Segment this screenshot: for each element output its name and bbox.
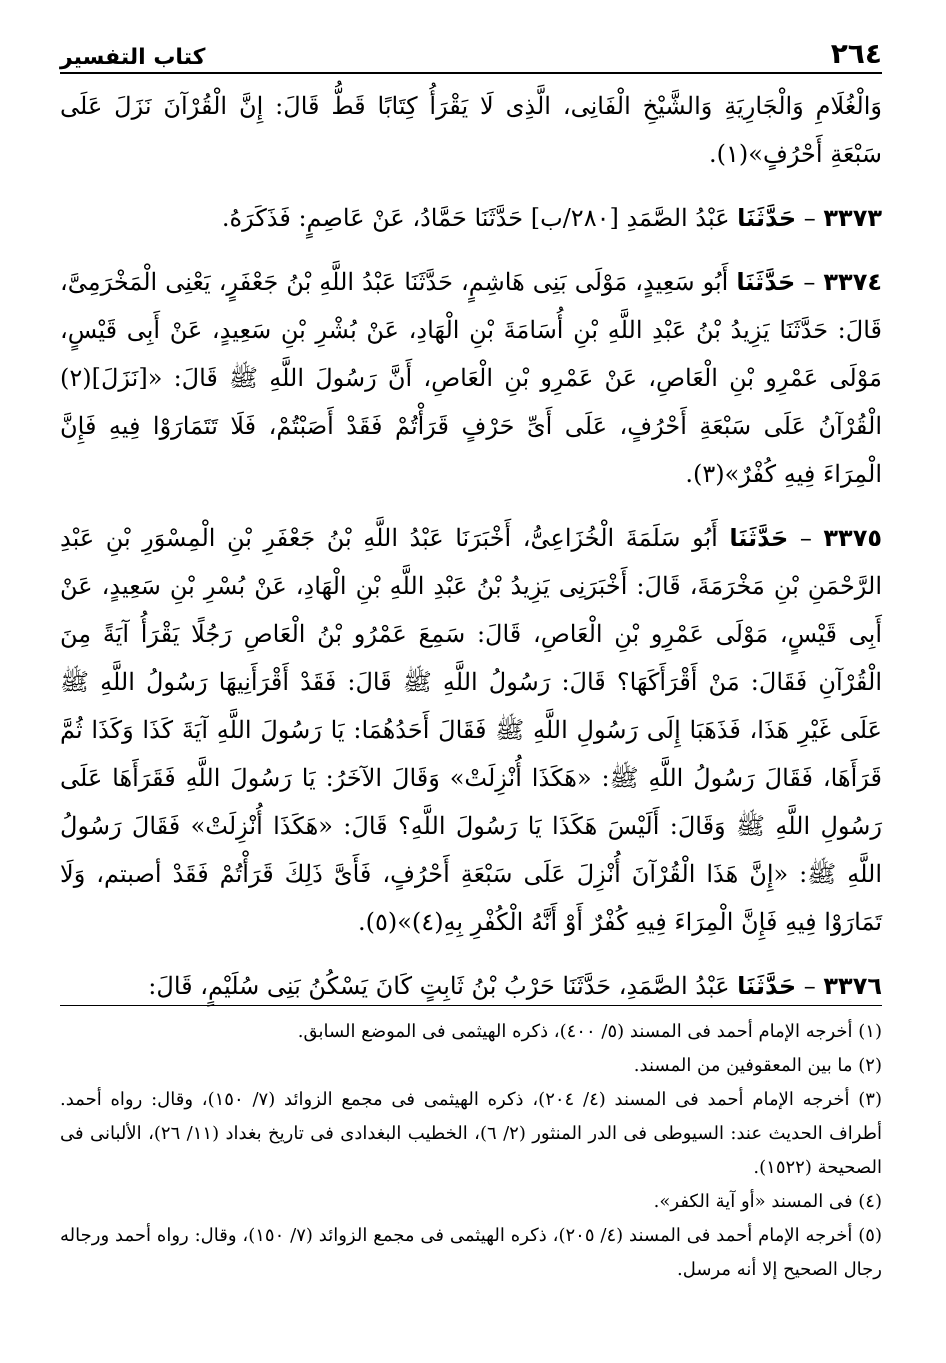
hadith-3374: ٣٣٧٤ – حَدَّثَنَا أَبُو سَعِيدٍ، مَوْلَى بَنِى هَاشِمٍ، حَدَّثَنَا عَبْدُ اللَّهِ بْنُ جَعْفَرٍ، يَعْنِى الْمَخْرَمِىَّ، قَالَ: حَدَّثَنَا يَزِيدُ بْنُ عَبْدِ اللَّهِ بْنِ أُسَامَةَ بْنِ الْهَادِ، عَنْ بُشْرِ بْنِ سَعِيدٍ، عَنْ أَبِى قَيْسٍ، مَوْلَى عَمْرِو بْنِ الْعَاصِ، عَنْ عَمْرِو بْنِ الْعَاصِ، أَنَّ رَسُولَ اللَّهِ ﷺ قَالَ: «[نَزَلَ](٢) الْقُرْآنُ عَلَى سَبْعَةِ أَحْرُفٍ، عَلَى أَىِّ حَرْفٍ قَرَأْتُمْ فَقَدْ أَصَبْتُمْ، فَلَا تَتَمَارَوْا فِيهِ فَإِنَّ الْمِرَاءَ فِيهِ كُفْرٌ»(٣). — [60, 268, 883, 488]
narration-verb: حَدَّثَنَا — [737, 972, 797, 1000]
footnote-3: (٣) أخرجه الإمام أحمد فى المسند (٤/ ٢٠٤)، ذكره الهيثمى فى مجمع الزوائد (٧/ ١٥٠)، وقال: رواه أحمد. أطراف الحديث عند: السيوطى فى الدر المنثور (٢/ ٦)، الخطيب البغدادى فى تاريخ بغداد (١١/ ٢٦)، الألبانى فى الصحيحة (١٥٢٢). — [60, 1089, 883, 1178]
paragraph-text: وَالْغُلَامِ وَالْجَارِيَةِ وَالشَّيْخِ الْفَانِى، الَّذِى لَا يَقْرَأُ كِتَابًا قَطُّ قَالَ: إِنَّ الْقُرْآنَ نَزَلَ عَلَى سَبْعَةِ أَحْرُفٍ»(١). — [60, 92, 882, 168]
narration-verb: حَدَّثَنَا — [729, 524, 789, 552]
footnote-separator — [60, 1005, 882, 1006]
hadith-number: ٣٣٧٤ — [823, 268, 882, 296]
paragraph-continuation — [60, 82, 882, 178]
footnote-5: (٥) أخرجه الإمام أحمد فى المسند (٤/ ٢٠٥)، ذكره الهيثمى فى مجمع الزوائد (٧/ ١٥٠)، وقال: رواه أحمد ورجاله رجال الصحيح إلا أنه مرسل. — [60, 1225, 882, 1280]
hadith-3375: ٣٣٧٥ – حَدَّثَنَا أَبُو سَلَمَةَ الْخُزَاعِىُّ، أَخْبَرَنَا عَبْدُ اللَّهِ بْنُ جَعْفَرِ بْنِ الْمِسْوَرِ بْنِ عَبْدِ الرَّحْمَنِ بْنِ مَخْرَمَةَ، قَالَ: أَخْبَرَنِى يَزِيدُ بْنُ عَبْدِ اللَّهِ بْنِ الْهَادِ، عَنْ بُسْرِ بْنِ سَعِيدٍ، عَنْ أَبِى قَيْسٍ، مَوْلَى عَمْرِو بْنِ الْعَاصِ، قَالَ: سَمِعَ عَمْرُو بْنُ الْعَاصِ رَجُلًا يَقْرَأُ آيَةً مِنَ الْقُرْآنِ فَقَالَ: مَنْ أَقْرَأَكَهَا؟ قَالَ: رَسُولُ اللَّهِ ﷺ قَالَ: فَقَدْ أَقْرَأَنِيهَا رَسُولُ اللَّهِ ﷺ عَلَى غَيْرِ هَذَا، فَذَهَبَا إِلَى رَسُولِ اللَّهِ ﷺ فَقَالَ أَحَدُهُمَا: يَا رَسُولَ اللَّهِ آيَةَ كَذَا وَكَذَا ثُمَّ قَرَأَهَا، فَقَالَ رَسُولُ اللَّهِ ﷺ: «هَكَذَا أُنْزِلَتْ» وَقَالَ الآخَرُ: يَا رَسُولَ اللَّهِ فَقَرَأَهَا عَلَى رَسُولِ اللَّهِ ﷺ وَقَالَ: أَلَيْسَ هَكَذَا يَا رَسُولَ اللَّهِ؟ قَالَ: «هَكَذَا أُنْزِلَتْ» فَقَالَ رَسُولُ اللَّهِ ﷺ: «إِنَّ هَذَا الْقُرْآنَ أُنْزِلَ عَلَى سَبْعَةِ أَحْرُفٍ، فَأَىَّ ذَلِكَ قَرَأْتُمْ فَقَدْ أصبتم، وَلَا تَمَارَوْا فِيهِ فَإِنَّ الْمِرَاءَ فِيهِ كُفْرٌ أَوْ أَنَّهُ الْكُفْرِ بِهِ(٤)»(٥). — [60, 524, 883, 936]
hadith-text: أَبُو سَلَمَةَ الْخُزَاعِىُّ، أَخْبَرَنَا عَبْدُ اللَّهِ بْنُ جَعْفَرِ بْنِ الْمِسْوَرِ بْنِ عَبْدِ الرَّحْمَنِ بْنِ مَخْرَمَةَ، قَالَ: أَخْبَرَنِى يَزِيدُ بْنُ عَبْدِ اللَّهِ بْنِ الْهَادِ، عَنْ بُسْرِ بْنِ سَعِيدٍ، عَنْ أَبِى قَيْسٍ، مَوْلَى عَمْرِو بْنِ الْعَاصِ، قَالَ: سَمِعَ عَمْرُو بْنُ الْعَاصِ رَجُلًا يَقْرَأُ آيَةً مِنَ الْقُرْآنِ فَقَالَ: مَنْ أَقْرَأَكَهَا؟ قَالَ: رَسُولُ اللَّهِ ﷺ قَالَ: فَقَدْ أَقْرَأَنِيهَا رَسُولُ اللَّهِ ﷺ عَلَى غَيْرِ هَذَا، فَذَهَبَا إِلَى رَسُولِ اللَّهِ ﷺ فَقَالَ أَحَدُهُمَا: يَا رَسُولَ اللَّهِ آيَةَ كَذَا وَكَذَا ثُمَّ قَرَأَهَا، فَقَالَ رَسُولُ اللَّهِ ﷺ: «هَكَذَا أُنْزِلَتْ» وَقَالَ الآخَرُ: يَا رَسُولَ اللَّهِ فَقَرَأَهَا عَلَى رَسُولِ اللَّهِ ﷺ وَقَالَ: أَلَيْسَ هَكَذَا يَا رَسُولَ اللَّهِ؟ قَالَ: «هَكَذَا أُنْزِلَتْ» فَقَالَ رَسُولُ اللَّهِ ﷺ: «إِنَّ هَذَا الْقُرْآنَ أُنْزِلَ عَلَى سَبْعَةِ أَحْرُفٍ، فَأَىَّ ذَلِكَ قَرَأْتُمْ فَقَدْ أصبتم، وَلَا تَمَارَوْا فِيهِ فَإِنَّ الْمِرَاءَ فِيهِ كُفْرٌ أَوْ أَنَّهُ الْكُفْرِ بِهِ(٤)»(٥). — [60, 524, 883, 936]
hadith-3373: ٣٣٧٣ – حَدَّثَنَا عَبْدُ الصَّمَدِ [٢٨٠/ب] حَدَّثَنَا حَمَّادُ، عَنْ عَاصِمٍ: فَذَكَرَهُ. — [221, 204, 882, 232]
hadith-number: ٣٣٧٥ — [823, 524, 882, 552]
footnote-2: (٢) ما بين المعقوفين من المسند. — [633, 1055, 882, 1076]
footnotes — [60, 1015, 882, 1287]
main-text — [60, 82, 882, 1010]
hadith-3376: ٣٣٧٦ – حَدَّثَنَا عَبْدُ الصَّمَدِ، حَدَّثَنَا حَرْبُ بْنُ ثَابِتٍ كَانَ يَسْكُنُ بَنِى سُلَيْمٍ، قَالَ: — [148, 972, 882, 1000]
hadith-number: ٣٣٧٦ — [823, 972, 882, 1000]
page-header — [60, 30, 882, 74]
book-page — [60, 30, 882, 1330]
footnote-1: (١) أخرجه الإمام أحمد فى المسند (٥/ ٤٠٠)، ذكره الهيثمى فى الموضع السابق. — [297, 1021, 882, 1042]
hadith-text: أَبُو سَعِيدٍ، مَوْلَى بَنِى هَاشِمٍ، حَدَّثَنَا عَبْدُ اللَّهِ بْنُ جَعْفَرٍ، يَعْنِى الْمَخْرَمِىَّ، قَالَ: حَدَّثَنَا يَزِيدُ بْنُ عَبْدِ اللَّهِ بْنِ أُسَامَةَ بْنِ الْهَادِ، عَنْ بُشْرِ بْنِ سَعِيدٍ، عَنْ أَبِى قَيْسٍ، مَوْلَى عَمْرِو بْنِ الْعَاصِ، عَنْ عَمْرِو بْنِ الْعَاصِ، أَنَّ رَسُولَ اللَّهِ ﷺ قَالَ: «[نَزَلَ](٢) الْقُرْآنُ عَلَى سَبْعَةِ أَحْرُفٍ، عَلَى أَىِّ حَرْفٍ قَرَأْتُمْ فَقَدْ أَصَبْتُمْ، فَلَا تَتَمَارَوْا فِيهِ فَإِنَّ الْمِرَاءَ فِيهِ كُفْرٌ»(٣). — [60, 268, 883, 488]
running-title: كتاب التفسير — [60, 45, 206, 70]
footnote-4: (٤) فى المسند «أو آية الكفر». — [653, 1191, 882, 1212]
hadith-text: عَبْدُ الصَّمَدِ، حَدَّثَنَا حَرْبُ بْنُ ثَابِتٍ كَانَ يَسْكُنُ بَنِى سُلَيْمٍ، قَالَ: — [148, 972, 730, 1000]
hadith-number: ٣٣٧٣ — [823, 204, 882, 232]
hadith-text: عَبْدُ الصَّمَدِ [٢٨٠/ب] حَدَّثَنَا حَمَّادُ، عَنْ عَاصِمٍ: فَذَكَرَهُ. — [221, 204, 730, 232]
narration-verb: حَدَّثَنَا — [736, 268, 796, 296]
page-number: ٢٦٤ — [830, 37, 882, 70]
narration-verb: حَدَّثَنَا — [737, 204, 797, 232]
